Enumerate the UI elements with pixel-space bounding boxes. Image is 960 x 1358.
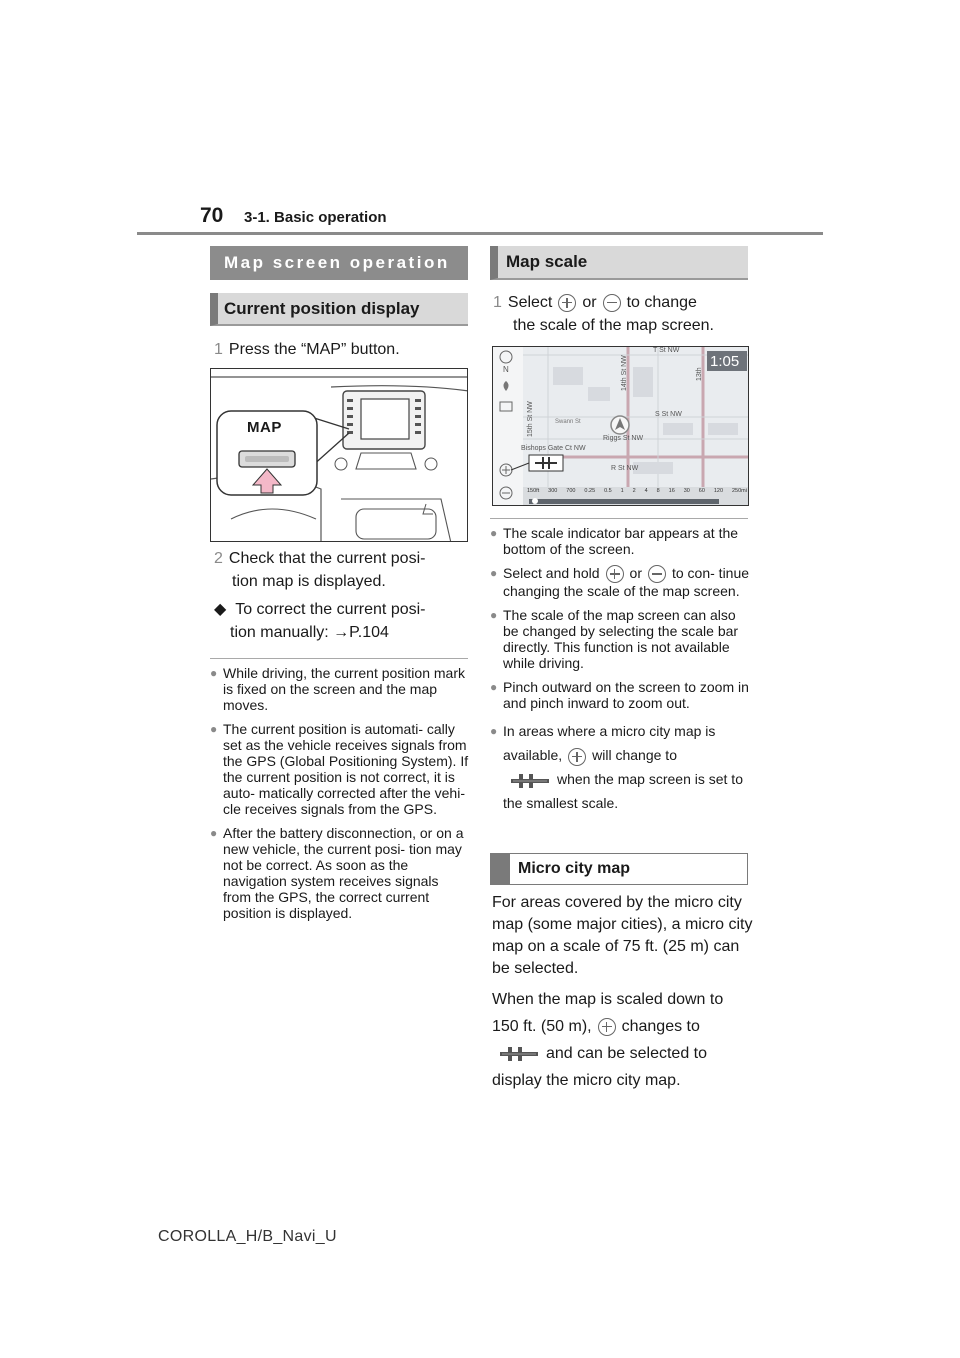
note-item — [492, 565, 750, 599]
step-1 — [214, 338, 400, 361]
step-text: Press the “MAP” button. — [228, 341, 400, 358]
street-label: Swann St — [555, 419, 581, 425]
note-text: or — [629, 565, 642, 581]
zoom-in-icon — [558, 294, 576, 312]
scale-label: 0.5 — [604, 488, 612, 494]
note-text: will change to — [592, 747, 677, 764]
zoom-out-icon — [603, 294, 621, 312]
note-item: ● Pinch outward on the screen to zoom in and pinch inward to zoom out. — [492, 679, 750, 711]
body-text: 150 ft. (50 m), — [492, 1018, 592, 1035]
dashboard-figure — [210, 368, 468, 542]
step-text: or — [582, 294, 597, 311]
section-title: Map screen operation — [210, 246, 468, 280]
scale-label: 120 — [713, 488, 724, 494]
manual-code: COROLLA_H/B_Navi_U — [158, 1228, 337, 1245]
scale-label: 30 — [683, 488, 690, 494]
note-text: when the map screen is set to the smallest scale. — [503, 771, 743, 812]
zoom-in-icon — [598, 1018, 616, 1036]
micro-city-paragraph-2 — [492, 986, 754, 1094]
street-label: 14th St NW — [621, 355, 628, 391]
step-number: 2 — [214, 550, 223, 567]
scale-label: 300 — [548, 488, 558, 494]
map-screen-figure — [492, 346, 749, 506]
micro-city-map-icon — [496, 1045, 542, 1063]
map-scale-notes — [492, 525, 750, 823]
note-item: ● The scale indicator bar appears at the bottom of the screen. — [492, 525, 750, 557]
street-label: R St NW — [611, 465, 639, 472]
body-text: display the micro city map. — [492, 1072, 681, 1089]
scale-label: 150ft — [527, 488, 540, 494]
scale-label: 2 — [632, 488, 636, 494]
street-label: Riggs St NW — [603, 435, 644, 442]
scale-indicator-bar[interactable] — [527, 488, 747, 494]
note-text: to con- tinue changing the scale of the map screen. — [503, 565, 750, 600]
step-2 — [214, 547, 425, 593]
notes-list — [212, 665, 470, 929]
street-label: T St NW — [653, 347, 680, 354]
street-label: 13th — [696, 367, 703, 381]
map-button-label: MAP — [247, 419, 282, 436]
subhead-map-scale: Map scale — [490, 246, 748, 280]
notes-divider — [210, 658, 468, 659]
north-indicator: N — [503, 365, 509, 374]
header-rule — [137, 232, 823, 235]
step-text: to change — [626, 294, 697, 311]
dashboard-illustration — [211, 369, 468, 542]
note-text: In areas where a micro city map is available, — [503, 723, 716, 764]
street-label: S St NW — [655, 411, 682, 418]
micro-city-map-icon — [507, 772, 553, 790]
scale-label: 8 — [656, 488, 660, 494]
step-text: Select — [507, 294, 553, 311]
body-text: changes to — [621, 1018, 700, 1035]
street-label: 15th St NW — [527, 401, 534, 437]
scale-label: 1 — [620, 488, 624, 494]
step-text: Check that the current posi- — [228, 550, 426, 567]
zoom-in-icon — [568, 748, 586, 766]
note-item: ● The scale of the map screen can also be changed by selecting the scale bar directly. This function is not available while driving. — [492, 607, 750, 671]
step-number: 1 — [214, 341, 223, 358]
bullet-text: To correct the current posi- — [235, 601, 426, 618]
note-text: Select and hold — [503, 565, 600, 581]
note-item: ● While driving, the current position mark is fixed on the screen and the map moves. — [212, 665, 470, 713]
scale-label: 4 — [644, 488, 648, 494]
page-reference-link[interactable]: tion manually: →P.104 — [230, 624, 389, 641]
subhead-current-position: Current position display — [210, 293, 468, 326]
note-item — [492, 719, 750, 815]
page-number: 70 — [200, 204, 224, 227]
section-label: 3-1. Basic operation — [244, 209, 387, 226]
step-number: 1 — [493, 294, 502, 311]
zoom-in-icon — [606, 565, 624, 583]
map-clock: 1:05 — [710, 353, 740, 370]
map-scale-step-1 — [493, 291, 753, 337]
scale-label: 0.25 — [584, 488, 596, 494]
subhead-micro-city-map: Micro city map — [490, 853, 748, 885]
body-text: and can be selected to — [546, 1045, 708, 1062]
scale-label: 16 — [668, 488, 675, 494]
body-text: When the map is scaled down to — [492, 991, 724, 1008]
step-text: the scale of the map screen. — [513, 317, 714, 334]
scale-label: 250mi — [731, 488, 747, 494]
step-text: tion map is displayed. — [232, 573, 386, 590]
scale-label: 60 — [698, 488, 705, 494]
note-item: ● After the battery disconnection, or on a new vehicle, the current posi- tion may not be correct. As soon as the navigation system receives signals from the GPS, the correct current position is displayed. — [212, 825, 470, 921]
zoom-out-icon — [648, 565, 666, 583]
note-item: ● The current position is automati- cally set as the vehicle receives signals from the GPS (Global Positioning System). If the current position is not correct, it is auto- matically corrected after the vehi- cle receives signals from the GPS. — [212, 721, 470, 817]
micro-city-paragraph-1: For areas covered by the micro city map (some major cities), a micro city map on a scale of 75 ft. (25 m) can be selected. — [492, 894, 753, 977]
scale-label: 700 — [566, 488, 576, 494]
notes-divider — [490, 518, 748, 519]
diamond-bullet-icon: ◆ — [214, 601, 236, 618]
bullet-correct-position — [214, 598, 426, 644]
street-label: Bishops Gate Ct NW — [521, 445, 586, 452]
